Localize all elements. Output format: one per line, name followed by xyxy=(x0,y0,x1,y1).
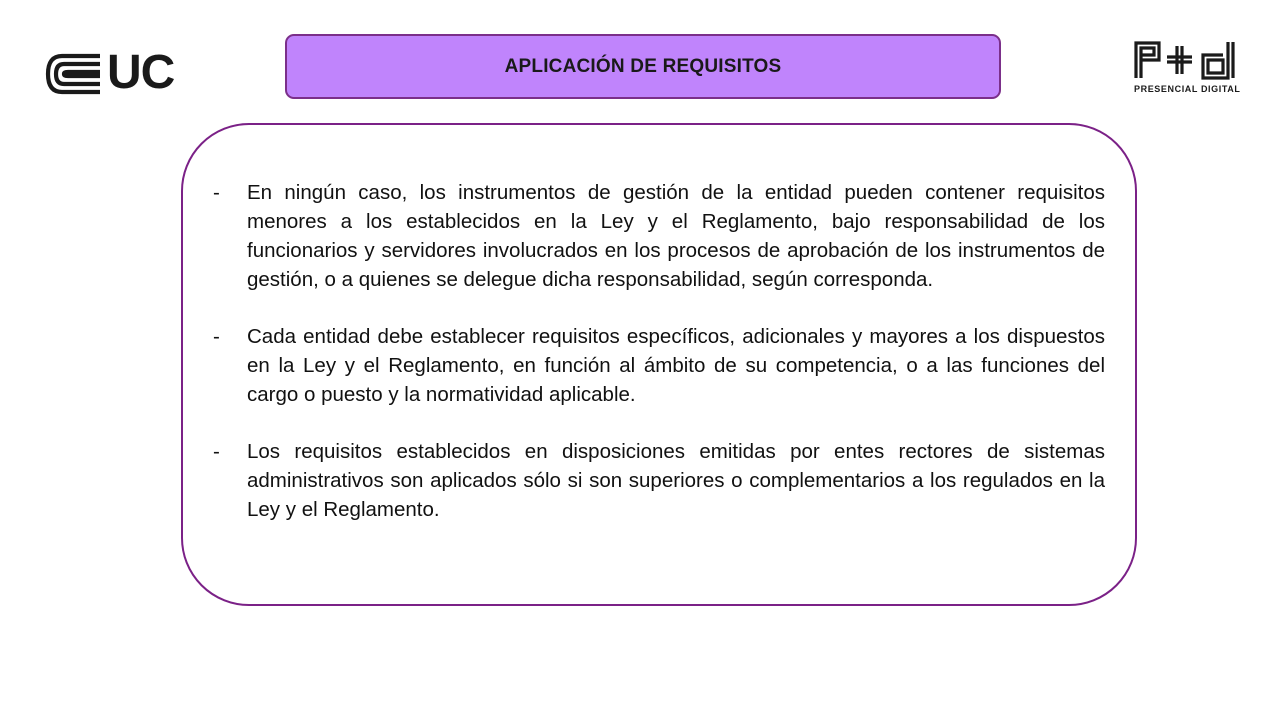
ptd-logo xyxy=(1133,40,1241,98)
list-item-text: Los requisitos establecidos en disposiciones emitidas por entes rectores de sistemas administrativos son aplicados sólo si son superiores o complementarios a los regulados en la Ley y el Reglamento. xyxy=(247,440,1105,521)
list-item-text: Cada entidad debe establecer requisitos específicos, adicionales y mayores a los dispuestos en la Ley y el Reglamento, en función al ámbito de su competencia, o a las funciones del cargo o puesto y la normatividad aplicable. xyxy=(247,325,1105,406)
uc-emblem-icon xyxy=(44,52,102,96)
title-banner xyxy=(285,34,1001,99)
ptd-logo-subtitle: PRESENCIAL DIGITAL xyxy=(1134,84,1241,94)
uc-logo-text: UC xyxy=(107,46,175,99)
list-item xyxy=(213,437,1105,524)
bullet-dash: - xyxy=(213,325,220,348)
requirements-list xyxy=(213,178,1105,552)
content-card xyxy=(181,123,1137,606)
bullet-dash: - xyxy=(213,181,220,204)
page-title: APLICACIÓN DE REQUISITOS xyxy=(504,55,782,77)
ptd-logo-icon xyxy=(1133,40,1235,80)
list-item xyxy=(213,322,1105,409)
bullet-dash: - xyxy=(213,440,220,463)
list-item-text: En ningún caso, los instrumentos de gestión de la entidad pueden contener requisitos menores a los establecidos en la Ley y el Reglamento, bajo responsabilidad de los funcionarios y servidores involucrados en los procesos de aprobación de los instrumentos de gestión, o a quienes se delegue dicha responsabilidad, según corresponda. xyxy=(247,181,1105,291)
list-item xyxy=(213,178,1105,294)
uc-logo xyxy=(44,46,184,99)
